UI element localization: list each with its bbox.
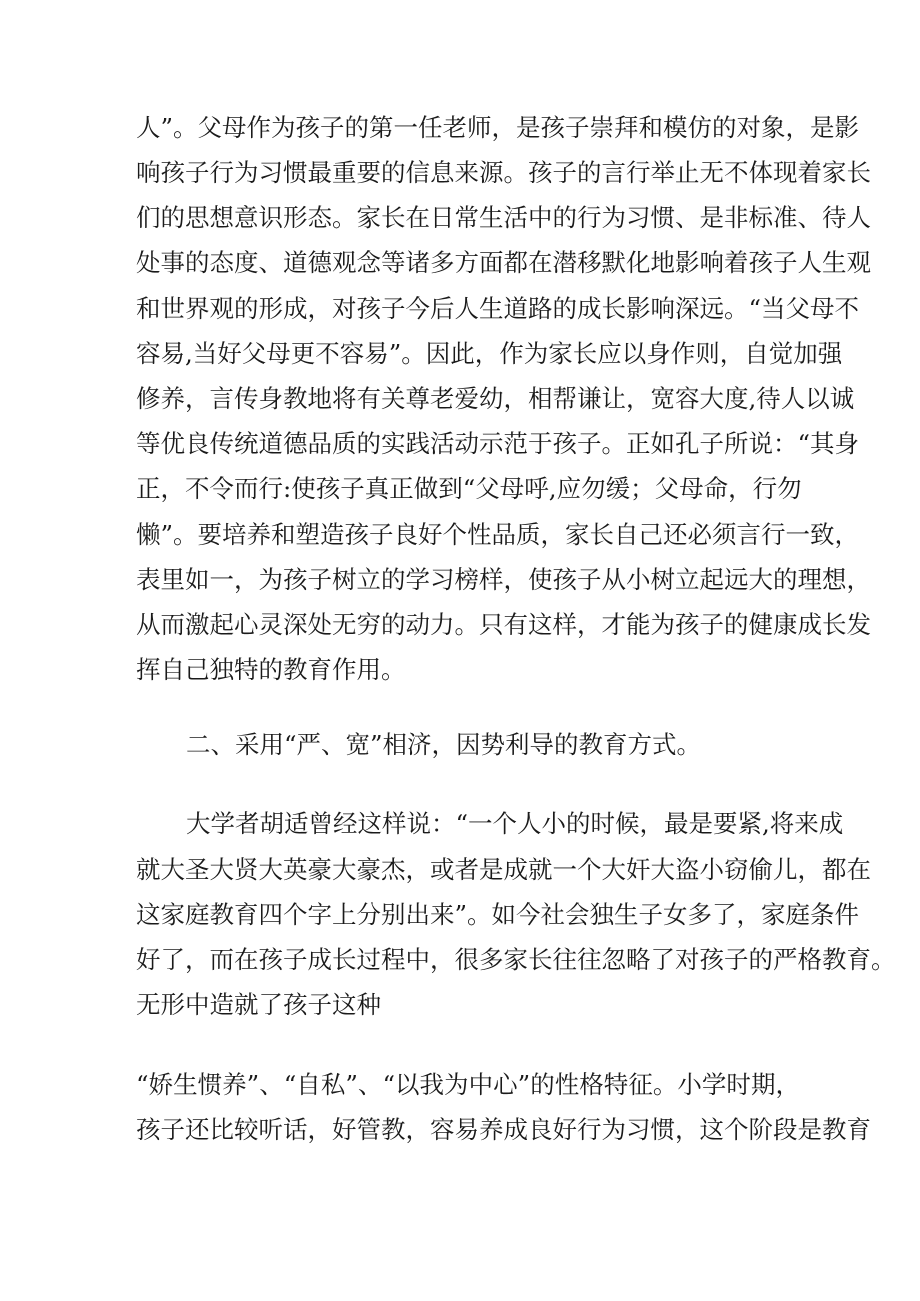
paragraph-line: 和世界观的形成，对孩子今后人生道路的成长影响深远。“当父母不 (136, 294, 860, 323)
paragraph-line: 等优良传统道德品质的实践活动示范于孩子。正如孔子所说：“其身 (136, 429, 860, 458)
paragraph-line: 修养，言传身教地将有关尊老爱幼，相帮谦让，宽容大度,待人以诚 (136, 384, 855, 413)
paragraph-line: 好了，而在孩子成长过程中，很多家长往往忽略了对孩子的严格教育。 (136, 945, 896, 974)
paragraph-line: 孩子还比较听话，好管教，容易养成良好行为习惯，这个阶段是教育 (136, 1115, 871, 1144)
paragraph-line: 容易,当好父母更不容易”。因此，作为家长应以身作则，自觉加强 (136, 339, 843, 368)
paragraph-line: 正，不令而行:使孩子真正做到“父母呼,应勿缓；父母命，行勿 (136, 474, 802, 503)
paragraph-line: 们的思想意识形态。家长在日常生活中的行为习惯、是非标准、待人 (136, 203, 871, 232)
paragraph-line: 无形中造就了孩子这种 (136, 990, 381, 1019)
paragraph-line: 处事的态度、道德观念等诸多方面都在潜移默化地影响着孩子人生观 (136, 248, 871, 277)
paragraph-line: 懒”。要培养和塑造孩子良好个性品质，家长自己还必须言行一致， (136, 520, 860, 549)
paragraph-line: 大学者胡适曾经这样说：“一个人小的时候，最是要紧,将来成 (186, 809, 844, 838)
paragraph-line: 从而激起心灵深处无穷的动力。只有这样，才能为孩子的健康成长发 (136, 610, 871, 639)
paragraph-line: “娇生惯养”、“自私”、“以我为中心”的性格特征。小学时期， (136, 1070, 800, 1099)
paragraph-line: 人”。父母作为孩子的第一任老师，是孩子崇拜和模仿的对象，是影 (136, 113, 860, 142)
paragraph-line: 就大圣大贤大英豪大豪杰，或者是成就一个大奸大盗小窃偷儿，都在 (136, 855, 871, 884)
section-heading: 二、采用“严、宽”相济，因势利导的教育方式。 (186, 730, 702, 759)
paragraph-line: 响孩子行为习惯最重要的信息来源。孩子的言行举止无不体现着家长 (136, 158, 871, 187)
paragraph-line: 挥自己独特的教育作用。 (136, 655, 406, 684)
paragraph-line: 这家庭教育四个字上分别出来”。如今社会独生子女多了，家庭条件 (136, 900, 860, 929)
paragraph-line: 表里如一，为孩子树立的学习榜样，使孩子从小树立起远大的理想， (136, 565, 871, 594)
